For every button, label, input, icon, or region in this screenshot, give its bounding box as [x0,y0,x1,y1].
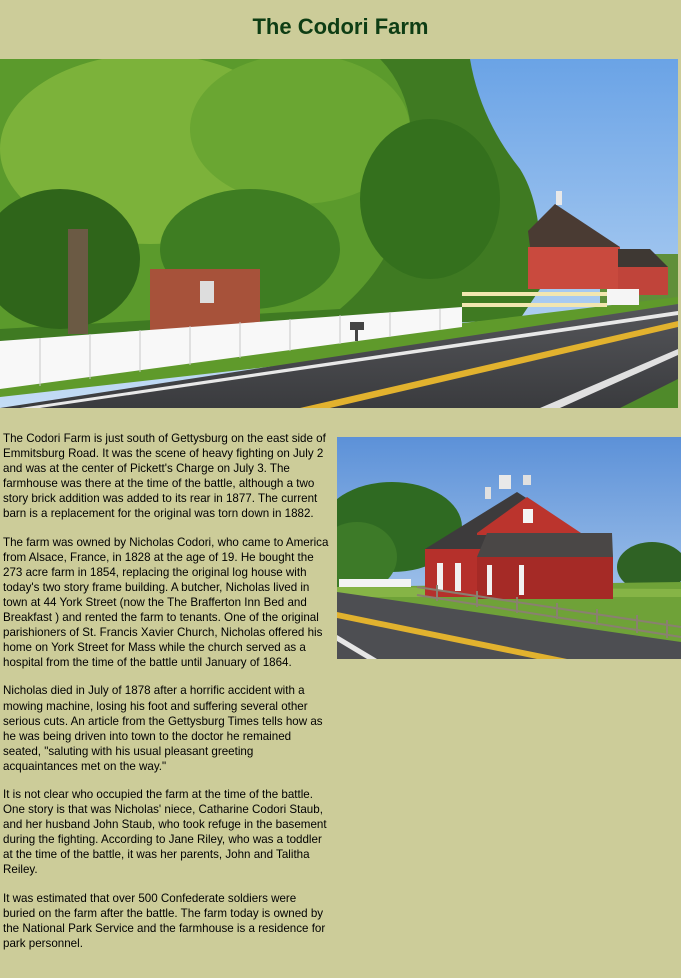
paragraph-intro: The Codori Farm is just south of Gettysburg on the east side of Emmitsburg Road. It was the scene of heavy fighting on July 2 and was at the center of Pickett's Charge on July 3. The farmhouse was there at the time of the battle, although a two story brick addition was added to its rear in 1877. The current barn is a replacement for the original was torn down in 1882. [3,432,326,521]
paragraph-owner: The farm was owned by Nicholas Codori, who came to America from Alsace, France, in 1828 at the age of 19. He bought the 273 acre farm in 1854, replacing the original log house with today's two story frame building. A butcher, Nicholas lived in town at 44 York Street (now the The Brafferton Inn Bed and Breakfast ) and rented the farm to tenants. One of the original parishioners of St. Francis Xavier Church, Nicholas offered his home on York Street for Mass while the church served as a hospital from the time of the battle until January of 1864. [3,535,329,670]
barn-photo [337,437,681,659]
article-body [3,431,330,964]
hero-photo [0,59,678,408]
paragraph-death: Nicholas died in July of 1878 after a horrific accident with a mowing machine, losing his foot and suffering several other serious cuts. An article from the Gettysburg Times tells how as he was being driven into town to the doctor he remained seated, "saluting with his usual pleasant greeting acquaintances met on the way." [3,684,323,773]
paragraph-occupants: It is not clear who occupied the farm at the time of the battle. One story is that was Nicholas' niece, Catharine Codori Staub, and her husband John Staub, who took refuge in the basement during the fighting. According to Jane Riley, who was a toddler at the time of the battle, it was her parents, John and Talitha Reiley. [3,787,327,877]
page-title: The Codori Farm [252,14,429,39]
paragraph-burials: It was estimated that over 500 Confederate soldiers were buried on the farm after the battle. The farm today is owned by the National Park Service and the farmhouse is a residence for park personnel. [3,891,326,950]
